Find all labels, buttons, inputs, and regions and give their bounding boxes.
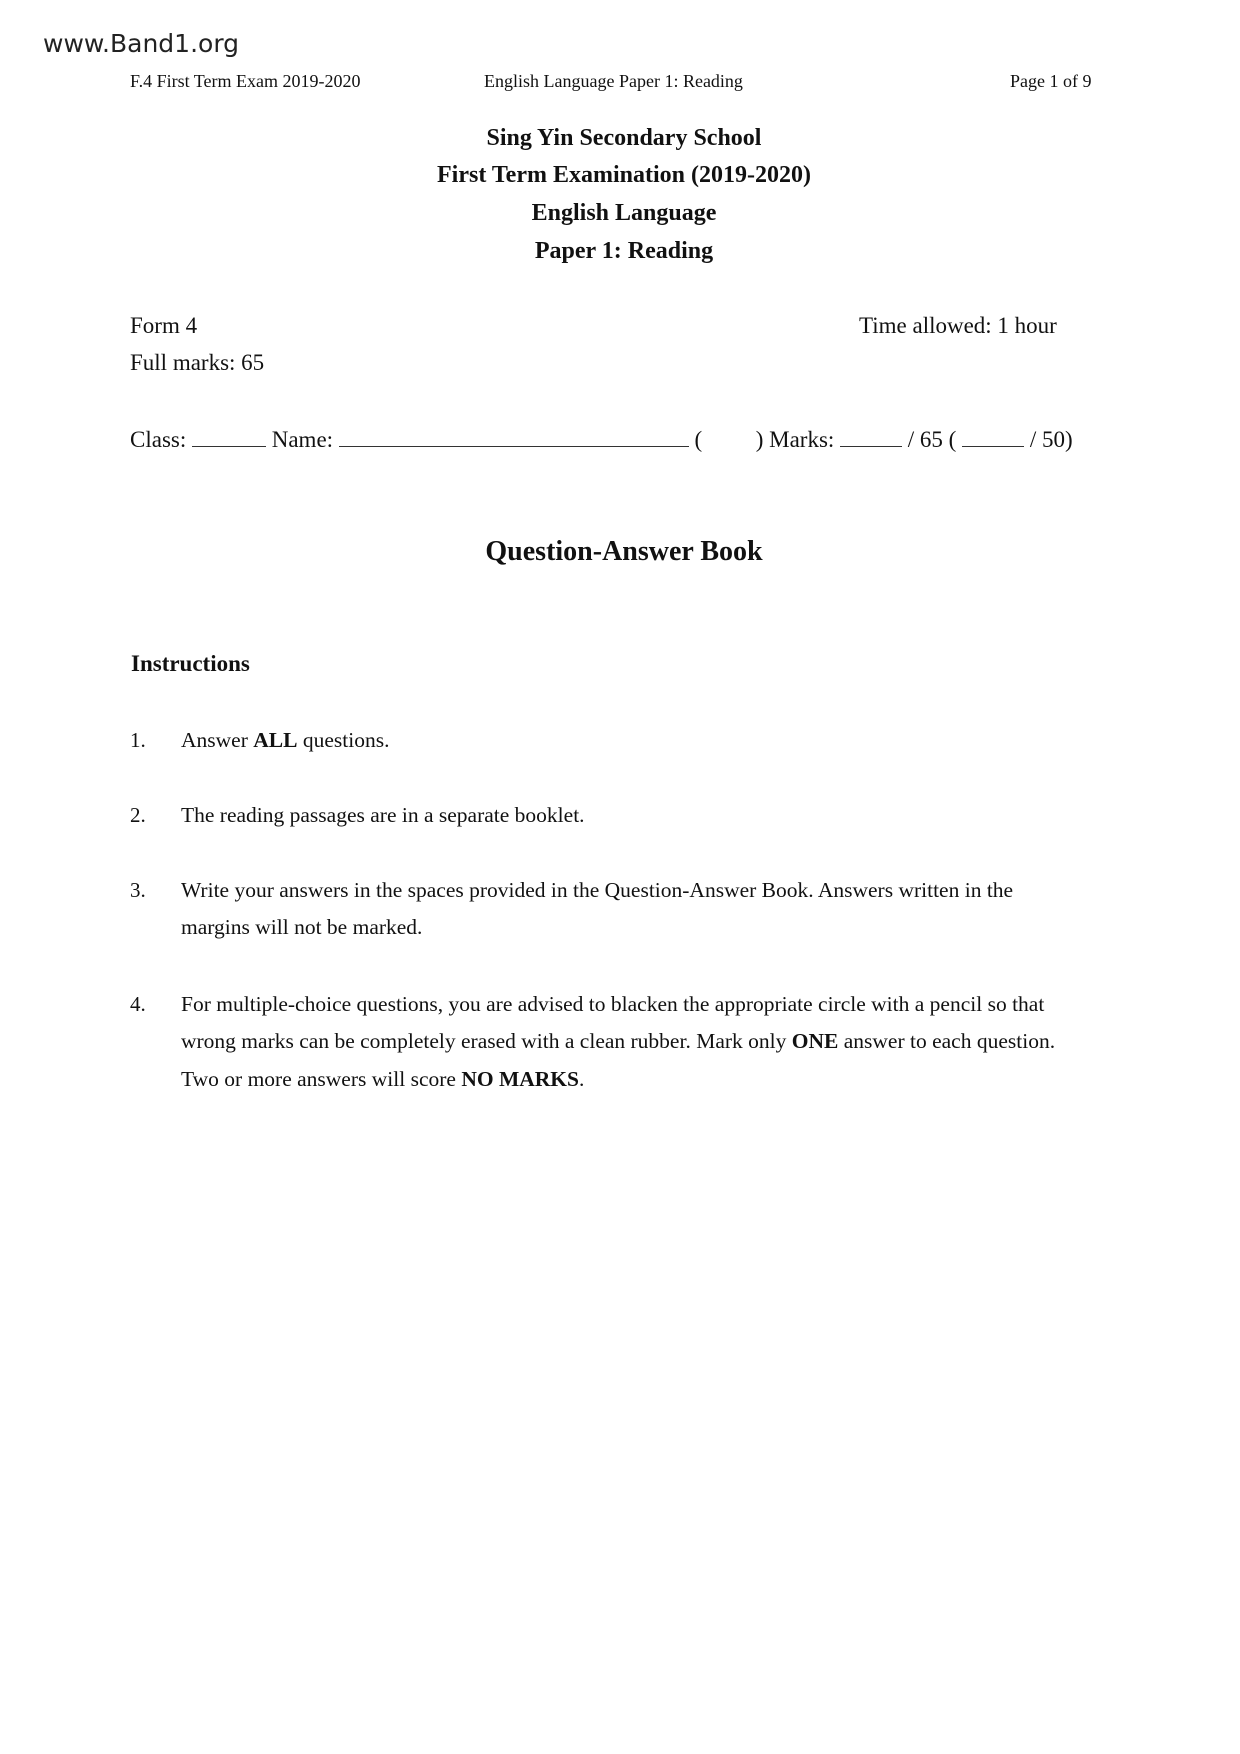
class-label: Class: xyxy=(130,427,187,452)
book-title: Question-Answer Book xyxy=(485,536,763,567)
subject-title: English Language xyxy=(531,200,717,226)
name-field[interactable] xyxy=(339,426,689,447)
watermark: www.Band1.org xyxy=(43,29,240,58)
instruction-text: Two or more answers will score xyxy=(181,1067,462,1091)
emphasis-text: ALL xyxy=(253,728,298,752)
instruction-line xyxy=(181,1029,1055,1054)
class-field[interactable] xyxy=(192,426,266,447)
instruction-text: For multiple-choice questions, you are advised to blacken the appropriate circle with a pencil so that xyxy=(181,992,1045,1016)
instruction-line xyxy=(181,992,1044,1017)
instruction-text: The reading passages are in a separate booklet. xyxy=(181,803,585,827)
instruction-number: 1. xyxy=(130,728,146,752)
marks-label: ) Marks: xyxy=(755,427,835,452)
school-name: Sing Yin Secondary School xyxy=(486,125,762,151)
instruction-number: 2. xyxy=(130,803,146,827)
instruction-text: . xyxy=(578,1067,585,1091)
instruction-number: 3. xyxy=(130,878,146,902)
class-number-open: ( xyxy=(694,427,703,452)
instruction-text: Write your answers in the spaces provided in the Question-Answer Book. Answers written in the xyxy=(181,878,1014,902)
scaled-marks-field[interactable] xyxy=(962,426,1024,447)
instruction-line xyxy=(181,728,389,753)
instruction-text: Answer xyxy=(181,728,254,752)
marks-out-of-50: / 50) xyxy=(1029,427,1073,452)
name-label: Name: xyxy=(271,427,334,452)
emphasis-text: NO MARKS xyxy=(461,1067,579,1091)
instruction-text: margins will not be marked. xyxy=(181,915,423,939)
instruction-text: questions. xyxy=(297,728,390,752)
exam-title: First Term Examination (2019-2020) xyxy=(437,162,811,188)
paper-title: Paper 1: Reading xyxy=(534,238,714,264)
instruction-text: wrong marks can be completely erased with a clean rubber. Mark only xyxy=(181,1029,792,1053)
instruction-text: answer to each question. xyxy=(838,1029,1056,1053)
emphasis-text: ONE xyxy=(791,1029,839,1053)
full-marks: Full marks: 65 xyxy=(130,350,265,375)
instruction-line xyxy=(181,915,422,940)
header-page-number: Page 1 of 9 xyxy=(1010,71,1092,91)
header-paper: English Language Paper 1: Reading xyxy=(484,71,743,91)
form-label: Form 4 xyxy=(130,313,198,338)
instruction-number: 4. xyxy=(130,992,146,1016)
instruction-line xyxy=(181,1067,584,1092)
marks-out-of-65: / 65 ( xyxy=(907,427,957,452)
marks-field[interactable] xyxy=(840,426,902,447)
header-exam: F.4 First Term Exam 2019-2020 xyxy=(130,71,361,91)
student-info-row xyxy=(130,426,1073,453)
instruction-line xyxy=(181,878,1013,903)
time-allowed: Time allowed: 1 hour xyxy=(859,313,1057,338)
instructions-heading: Instructions xyxy=(131,651,250,676)
instruction-line xyxy=(181,803,585,828)
